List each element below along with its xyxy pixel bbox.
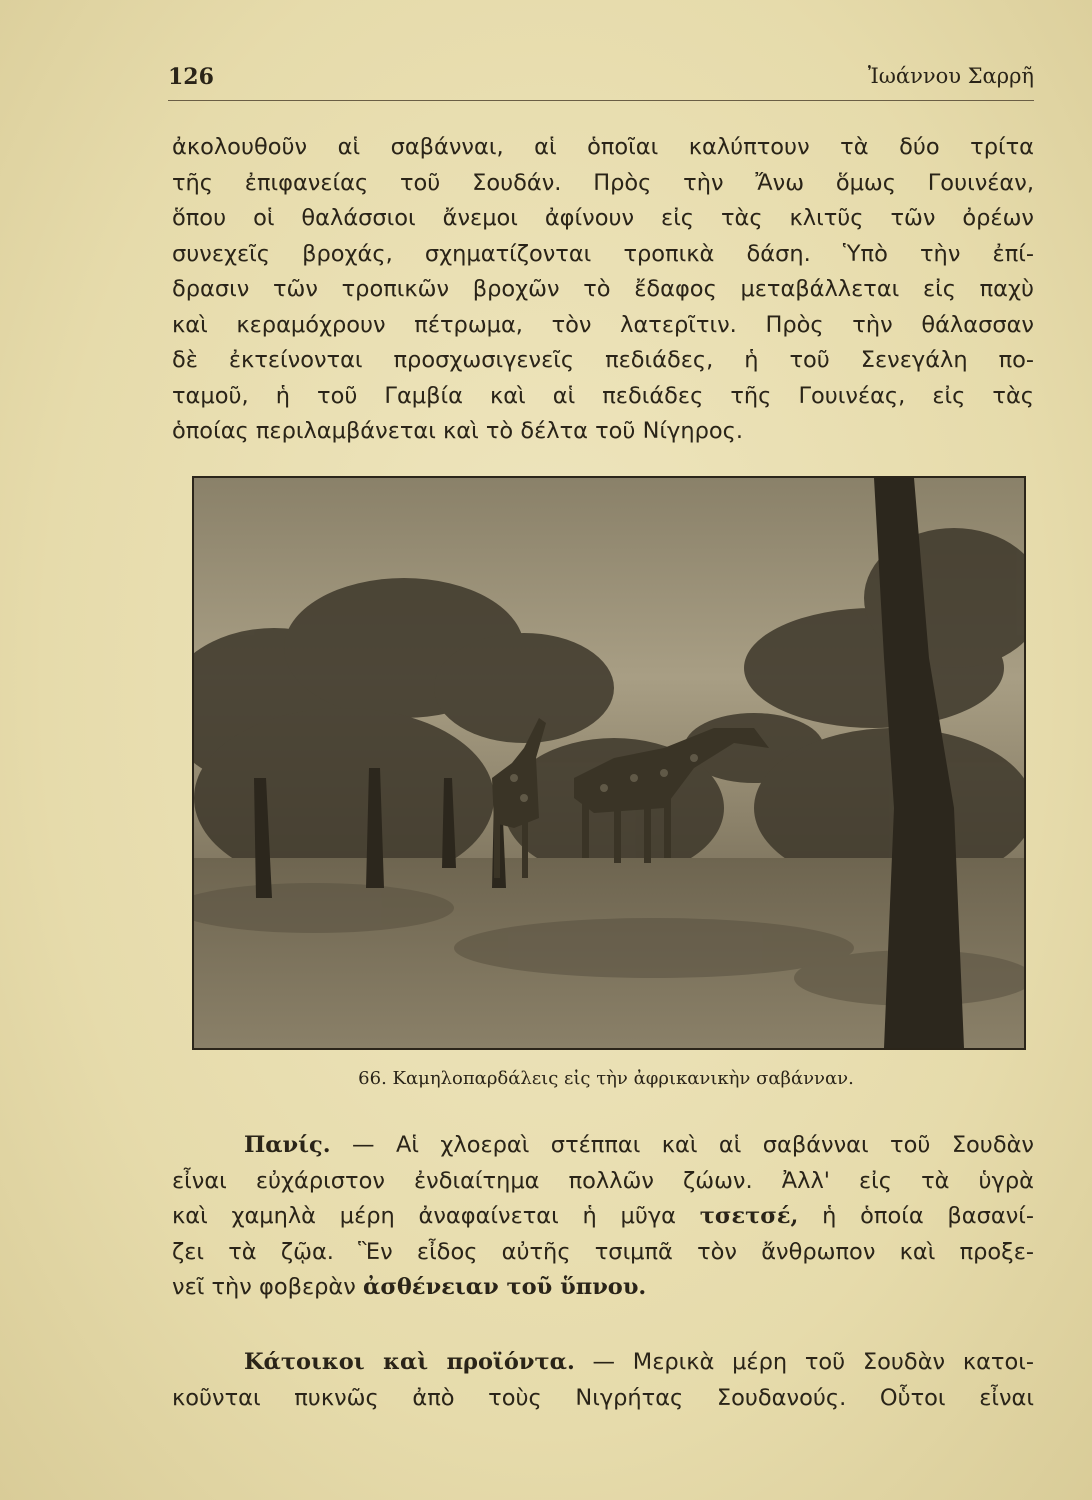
figure-caption: 66. Καμηλοπαρδάλεις εἰς τὴν ἀφρικανικὴν σαβάνναν.	[358, 1068, 854, 1089]
text-line: τῆς ἐπιφανείας τοῦ Σουδάν. Πρὸς τὴν Ἄνω ὅμως Γουινέαν,	[172, 169, 1034, 196]
text-line: ἀκολουθοῦν αἱ σαβάνναι, αἱ ὁποῖαι καλύπτουν τὰ δύο τρίτα	[172, 134, 1034, 160]
emphasis-sleeping-sickness: ἀσθένειαν τοῦ ὕπνου.	[363, 1274, 647, 1300]
paragraph-fauna	[172, 1128, 1034, 1306]
text-line: δρασιν τῶν τροπικῶν βροχῶν τὸ ἔδαφος μεταβάλλεται εἰς παχὺ	[172, 276, 1034, 302]
text-line: ταμοῦ, ἡ τοῦ Γαμβία καὶ αἱ πεδιάδες τῆς Γουινέας, εἰς τὰς	[172, 382, 1034, 409]
text-fragment: ἡ ὁποία βασανί-	[798, 1203, 1034, 1229]
text-line: ὁποίας περιλαμβάνεται καὶ τὸ δέλτα τοῦ Νίγηρος.	[172, 418, 744, 444]
giraffe-photo	[192, 476, 1026, 1050]
text-line: καὶ κεραμόχρουν πέτρωμα, τὸν λατερῖτιν. Πρὸς τὴν θάλασσαν	[172, 311, 1034, 338]
section-heading-inhabitants: Κάτοικοι καὶ προϊόντα.	[244, 1349, 575, 1375]
page-header	[168, 60, 1034, 101]
text-line: κοῦνται πυκνῶς ἀπὸ τοὺς Νιγρήτας Σουδανούς. Οὗτοι εἶναι	[172, 1384, 1034, 1411]
section-heading-fauna: Πανίς.	[244, 1132, 331, 1158]
text-fragment: — Αἱ χλοεραὶ στέππαι καὶ αἱ σαβάνναι τοῦ Σουδὰν	[330, 1132, 1034, 1158]
text-line: δὲ ἐκτείνονται προσχωσιγενεῖς πεδιάδες, ἡ τοῦ Σενεγάλη πο-	[172, 347, 1034, 373]
page-number: 126	[168, 64, 214, 90]
text-line: ζει τὰ ζῷα. Ἓν εἶδος αὐτῆς τσιμπᾶ τὸν ἄνθρωπον καὶ προξε-	[172, 1238, 1034, 1265]
text-line	[172, 1270, 1034, 1306]
savanna-photo-illustration	[194, 478, 1024, 1048]
paragraph-inhabitants	[172, 1345, 1034, 1416]
text-fragment: — Μερικὰ μέρη τοῦ Σουδὰν κατοι-	[574, 1349, 1034, 1375]
text-line: ὅπου οἱ θαλάσσιοι ἄνεμοι ἀφίνουν εἰς τὰς κλιτῦς τῶν ὀρέων	[172, 205, 1034, 231]
text-line	[172, 1199, 1034, 1235]
emphasis-tsetse: τσετσέ,	[699, 1203, 799, 1229]
running-head: Ἰωάννου Σαρρῆ	[867, 64, 1034, 88]
text-fragment: νεῖ τὴν φοβερὰν	[172, 1274, 363, 1300]
text-line: εἶναι εὐχάριστον ἐνδιαίτημα πολλῶν ζώων. Ἀλλ' εἰς τὰ ὑγρὰ	[172, 1167, 1034, 1194]
paragraph-savannas	[172, 130, 1034, 450]
text-line	[172, 1128, 1034, 1164]
text-line	[172, 1345, 1034, 1381]
text-line: συνεχεῖς βροχάς, σχηματίζονται τροπικὰ δάση. Ὑπὸ τὴν ἐπί-	[172, 240, 1034, 267]
text-fragment: καὶ χαμηλὰ μέρη ἀναφαίνεται ἡ μῦγα	[172, 1203, 700, 1229]
